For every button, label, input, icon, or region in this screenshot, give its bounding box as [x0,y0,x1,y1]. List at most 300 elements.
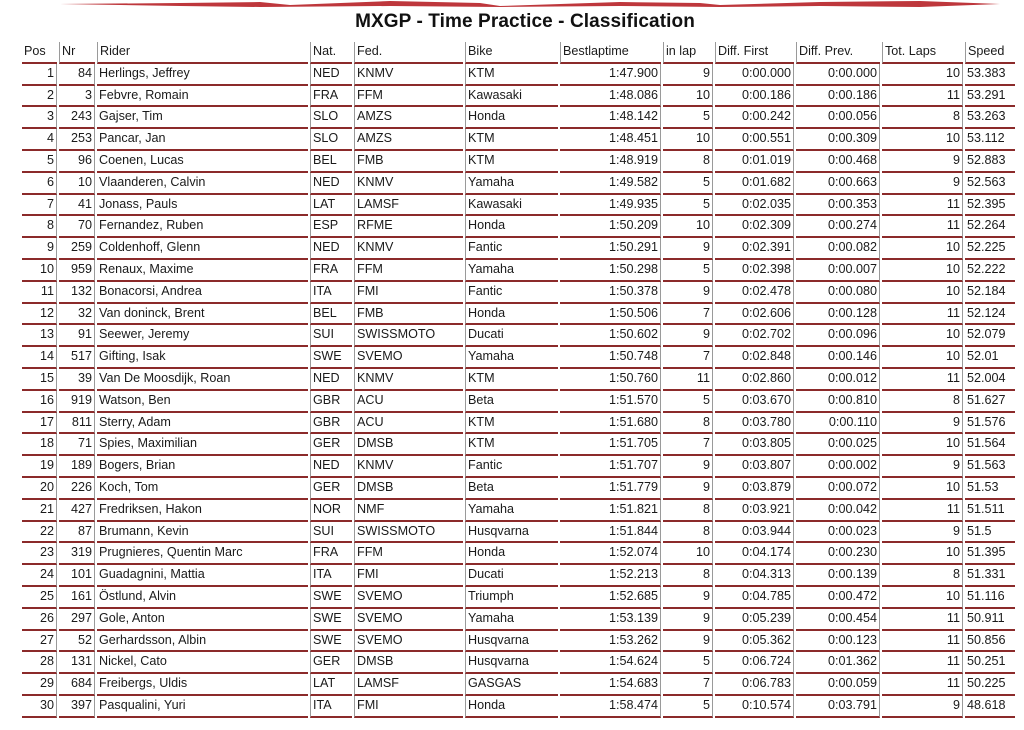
table-row [22,565,1015,587]
cell-bestlaptime: 1:51.844 [560,522,661,544]
cell-nr: 427 [59,500,95,522]
cell-diff-first: 0:01.019 [715,151,794,173]
cell-fed: AMZS [354,129,463,151]
table-row [22,631,1015,653]
cell-diff-first: 0:01.682 [715,173,794,195]
cell-pos: 9 [22,238,57,260]
cell-tot-laps: 11 [882,652,963,674]
column-header-speed: Speed [965,42,1015,64]
cell-tot-laps: 11 [882,304,963,326]
table-row [22,304,1015,326]
cell-speed: 52.563 [965,173,1015,195]
cell-nat: NED [310,173,352,195]
cell-pos: 4 [22,129,57,151]
cell-nat: SWE [310,587,352,609]
cell-diff-first: 0:06.783 [715,674,794,696]
cell-in-lap: 9 [663,609,713,631]
cell-bestlaptime: 1:50.378 [560,282,661,304]
table-row [22,195,1015,217]
table-row [22,522,1015,544]
cell-pos: 13 [22,325,57,347]
cell-fed: DMSB [354,478,463,500]
cell-speed: 51.331 [965,565,1015,587]
cell-nat: SLO [310,129,352,151]
cell-diff-first: 0:03.807 [715,456,794,478]
cell-speed: 51.53 [965,478,1015,500]
cell-rider: Van doninck, Brent [97,304,308,326]
cell-pos: 7 [22,195,57,217]
table-row [22,173,1015,195]
cell-speed: 52.01 [965,347,1015,369]
cell-diff-prev: 0:00.186 [796,86,880,108]
cell-in-lap: 8 [663,522,713,544]
cell-nat: LAT [310,674,352,696]
cell-diff-prev: 0:00.139 [796,565,880,587]
cell-in-lap: 9 [663,325,713,347]
cell-rider: Guadagnini, Mattia [97,565,308,587]
cell-nr: 253 [59,129,95,151]
cell-pos: 23 [22,543,57,565]
cell-tot-laps: 11 [882,216,963,238]
cell-bike: KTM [465,64,558,86]
cell-rider: Freibergs, Uldis [97,674,308,696]
cell-bestlaptime: 1:51.680 [560,413,661,435]
cell-rider: Prugnieres, Quentin Marc [97,543,308,565]
cell-nat: ITA [310,565,352,587]
cell-bike: Fantic [465,456,558,478]
column-header-pos: Pos [22,42,57,64]
cell-fed: SVEMO [354,609,463,631]
cell-in-lap: 7 [663,304,713,326]
cell-bike: Beta [465,391,558,413]
cell-diff-prev: 0:00.230 [796,543,880,565]
cell-nat: SWE [310,631,352,653]
cell-in-lap: 7 [663,347,713,369]
cell-nat: NED [310,238,352,260]
cell-bike: Honda [465,107,558,129]
cell-rider: Spies, Maximilian [97,434,308,456]
table-row [22,609,1015,631]
cell-bike: Honda [465,216,558,238]
column-header-fed: Fed. [354,42,463,64]
cell-diff-prev: 0:00.056 [796,107,880,129]
cell-pos: 2 [22,86,57,108]
cell-rider: Fernandez, Ruben [97,216,308,238]
table-row [22,696,1015,718]
cell-bike: Yamaha [465,347,558,369]
cell-diff-first: 0:00.551 [715,129,794,151]
cell-bike: KTM [465,151,558,173]
cell-nr: 84 [59,64,95,86]
cell-pos: 6 [22,173,57,195]
cell-tot-laps: 8 [882,565,963,587]
cell-fed: FFM [354,260,463,282]
cell-diff-first: 0:02.606 [715,304,794,326]
cell-rider: Fredriksen, Hakon [97,500,308,522]
cell-diff-prev: 0:00.146 [796,347,880,369]
cell-bike: Yamaha [465,260,558,282]
cell-diff-first: 0:04.785 [715,587,794,609]
cell-bestlaptime: 1:47.900 [560,64,661,86]
table-row [22,107,1015,129]
cell-speed: 51.563 [965,456,1015,478]
cell-nat: SUI [310,325,352,347]
cell-nat: ITA [310,696,352,718]
cell-tot-laps: 10 [882,587,963,609]
cell-pos: 10 [22,260,57,282]
cell-diff-prev: 0:00.810 [796,391,880,413]
cell-nr: 32 [59,304,95,326]
cell-fed: FMB [354,151,463,173]
cell-diff-first: 0:03.780 [715,413,794,435]
table-row [22,434,1015,456]
cell-speed: 53.112 [965,129,1015,151]
table-row [22,216,1015,238]
cell-fed: FMI [354,282,463,304]
table-row [22,478,1015,500]
cell-rider: Pasqualini, Yuri [97,696,308,718]
cell-rider: Van De Moosdijk, Roan [97,369,308,391]
cell-tot-laps: 11 [882,195,963,217]
cell-rider: Bogers, Brian [97,456,308,478]
cell-nr: 189 [59,456,95,478]
cell-rider: Pancar, Jan [97,129,308,151]
cell-bestlaptime: 1:50.748 [560,347,661,369]
cell-nr: 101 [59,565,95,587]
table-row [22,413,1015,435]
table-row [22,86,1015,108]
cell-bestlaptime: 1:52.213 [560,565,661,587]
table-row [22,369,1015,391]
cell-tot-laps: 9 [882,413,963,435]
cell-speed: 50.856 [965,631,1015,653]
cell-tot-laps: 10 [882,347,963,369]
cell-diff-prev: 0:00.080 [796,282,880,304]
cell-diff-first: 0:02.860 [715,369,794,391]
cell-in-lap: 8 [663,413,713,435]
cell-tot-laps: 11 [882,631,963,653]
cell-diff-first: 0:02.309 [715,216,794,238]
cell-speed: 52.395 [965,195,1015,217]
cell-bestlaptime: 1:48.451 [560,129,661,151]
cell-bestlaptime: 1:48.919 [560,151,661,173]
cell-in-lap: 9 [663,587,713,609]
table-header-row [22,42,1015,64]
cell-nr: 3 [59,86,95,108]
cell-diff-prev: 0:00.353 [796,195,880,217]
cell-rider: Sterry, Adam [97,413,308,435]
cell-diff-first: 0:06.724 [715,652,794,674]
cell-pos: 5 [22,151,57,173]
cell-nr: 684 [59,674,95,696]
cell-fed: FFM [354,543,463,565]
cell-nr: 41 [59,195,95,217]
cell-diff-first: 0:00.000 [715,64,794,86]
cell-bestlaptime: 1:50.506 [560,304,661,326]
cell-bestlaptime: 1:54.624 [560,652,661,674]
cell-bestlaptime: 1:51.821 [560,500,661,522]
cell-tot-laps: 11 [882,369,963,391]
cell-fed: KNMV [354,238,463,260]
cell-in-lap: 8 [663,565,713,587]
cell-rider: Gajser, Tim [97,107,308,129]
cell-nr: 10 [59,173,95,195]
cell-pos: 29 [22,674,57,696]
cell-diff-first: 0:03.879 [715,478,794,500]
cell-speed: 51.116 [965,587,1015,609]
cell-diff-prev: 0:00.012 [796,369,880,391]
cell-pos: 1 [22,64,57,86]
cell-bike: Kawasaki [465,195,558,217]
table-row [22,282,1015,304]
cell-pos: 18 [22,434,57,456]
cell-bestlaptime: 1:54.683 [560,674,661,696]
cell-nat: SWE [310,347,352,369]
cell-nat: FRA [310,543,352,565]
cell-pos: 14 [22,347,57,369]
cell-nr: 52 [59,631,95,653]
cell-in-lap: 9 [663,282,713,304]
cell-rider: Koch, Tom [97,478,308,500]
cell-speed: 52.124 [965,304,1015,326]
cell-bestlaptime: 1:49.582 [560,173,661,195]
cell-speed: 52.264 [965,216,1015,238]
cell-nat: ESP [310,216,352,238]
cell-nat: GER [310,652,352,674]
cell-fed: KNMV [354,64,463,86]
cell-diff-first: 0:02.848 [715,347,794,369]
cell-nat: GER [310,434,352,456]
cell-in-lap: 5 [663,107,713,129]
cell-fed: LAMSF [354,674,463,696]
cell-nat: SWE [310,609,352,631]
cell-in-lap: 9 [663,64,713,86]
cell-rider: Bonacorsi, Andrea [97,282,308,304]
cell-bestlaptime: 1:49.935 [560,195,661,217]
cell-bestlaptime: 1:50.209 [560,216,661,238]
cell-tot-laps: 9 [882,456,963,478]
cell-pos: 17 [22,413,57,435]
cell-nat: SUI [310,522,352,544]
column-header-in-lap: in lap [663,42,713,64]
cell-speed: 53.383 [965,64,1015,86]
cell-bike: Honda [465,696,558,718]
cell-bestlaptime: 1:48.142 [560,107,661,129]
cell-speed: 52.004 [965,369,1015,391]
cell-fed: KNMV [354,173,463,195]
cell-nr: 811 [59,413,95,435]
table-row [22,456,1015,478]
table-row [22,238,1015,260]
cell-nat: FRA [310,86,352,108]
cell-rider: Östlund, Alvin [97,587,308,609]
column-header-diff-prev: Diff. Prev. [796,42,880,64]
cell-bestlaptime: 1:50.298 [560,260,661,282]
cell-tot-laps: 9 [882,173,963,195]
cell-bike: Ducati [465,565,558,587]
cell-diff-prev: 0:00.007 [796,260,880,282]
cell-diff-prev: 0:00.002 [796,456,880,478]
cell-fed: FMI [354,696,463,718]
table-row [22,543,1015,565]
cell-nat: NOR [310,500,352,522]
column-header-tot-laps: Tot. Laps [882,42,963,64]
cell-bestlaptime: 1:52.074 [560,543,661,565]
column-header-nr: Nr [59,42,95,64]
cell-diff-first: 0:03.944 [715,522,794,544]
cell-in-lap: 9 [663,631,713,653]
cell-diff-prev: 0:00.110 [796,413,880,435]
cell-fed: SWISSMOTO [354,325,463,347]
cell-diff-prev: 0:00.096 [796,325,880,347]
cell-rider: Gerhardsson, Albin [97,631,308,653]
cell-diff-first: 0:02.702 [715,325,794,347]
cell-pos: 24 [22,565,57,587]
cell-bestlaptime: 1:51.779 [560,478,661,500]
cell-pos: 19 [22,456,57,478]
cell-nr: 132 [59,282,95,304]
cell-diff-first: 0:02.035 [715,195,794,217]
cell-diff-first: 0:04.313 [715,565,794,587]
cell-tot-laps: 8 [882,107,963,129]
cell-nr: 517 [59,347,95,369]
cell-in-lap: 5 [663,696,713,718]
table-row [22,151,1015,173]
table-row [22,500,1015,522]
cell-speed: 51.395 [965,543,1015,565]
cell-speed: 53.291 [965,86,1015,108]
cell-diff-prev: 0:00.128 [796,304,880,326]
cell-bike: Kawasaki [465,86,558,108]
cell-in-lap: 7 [663,434,713,456]
cell-fed: FMB [354,304,463,326]
cell-nr: 226 [59,478,95,500]
cell-in-lap: 7 [663,674,713,696]
cell-bestlaptime: 1:53.139 [560,609,661,631]
cell-fed: ACU [354,413,463,435]
column-header-diff-first: Diff. First [715,42,794,64]
column-header-rider: Rider [97,42,308,64]
cell-diff-first: 0:10.574 [715,696,794,718]
cell-tot-laps: 11 [882,500,963,522]
cell-rider: Nickel, Cato [97,652,308,674]
cell-bike: KTM [465,129,558,151]
cell-bike: GASGAS [465,674,558,696]
cell-nr: 96 [59,151,95,173]
cell-in-lap: 8 [663,151,713,173]
cell-speed: 52.222 [965,260,1015,282]
cell-nat: NED [310,369,352,391]
cell-diff-prev: 0:00.042 [796,500,880,522]
cell-fed: DMSB [354,434,463,456]
cell-speed: 50.225 [965,674,1015,696]
cell-in-lap: 9 [663,238,713,260]
cell-nat: NED [310,64,352,86]
cell-rider: Coenen, Lucas [97,151,308,173]
cell-nat: ITA [310,282,352,304]
cell-diff-first: 0:03.921 [715,500,794,522]
cell-speed: 51.627 [965,391,1015,413]
table-row [22,129,1015,151]
cell-nr: 319 [59,543,95,565]
cell-in-lap: 10 [663,86,713,108]
cell-tot-laps: 10 [882,260,963,282]
cell-pos: 15 [22,369,57,391]
cell-diff-prev: 0:00.025 [796,434,880,456]
cell-pos: 12 [22,304,57,326]
table-row [22,391,1015,413]
cell-tot-laps: 10 [882,129,963,151]
cell-in-lap: 8 [663,500,713,522]
cell-speed: 52.184 [965,282,1015,304]
cell-in-lap: 10 [663,129,713,151]
cell-nat: GER [310,478,352,500]
cell-diff-prev: 0:00.059 [796,674,880,696]
cell-speed: 51.511 [965,500,1015,522]
cell-bestlaptime: 1:50.291 [560,238,661,260]
page-title: MXGP - Time Practice - Classification [355,11,695,32]
cell-speed: 53.263 [965,107,1015,129]
cell-diff-prev: 0:00.454 [796,609,880,631]
cell-fed: SVEMO [354,587,463,609]
cell-bike: KTM [465,434,558,456]
table-row [22,347,1015,369]
cell-fed: AMZS [354,107,463,129]
cell-diff-first: 0:05.362 [715,631,794,653]
cell-pos: 3 [22,107,57,129]
table-row [22,64,1015,86]
cell-pos: 11 [22,282,57,304]
cell-fed: SVEMO [354,631,463,653]
cell-fed: FMI [354,565,463,587]
cell-tot-laps: 10 [882,434,963,456]
cell-bestlaptime: 1:51.570 [560,391,661,413]
cell-bike: Honda [465,304,558,326]
cell-nr: 91 [59,325,95,347]
cell-speed: 52.883 [965,151,1015,173]
cell-diff-first: 0:00.186 [715,86,794,108]
cell-pos: 27 [22,631,57,653]
cell-bestlaptime: 1:51.705 [560,434,661,456]
cell-diff-prev: 0:00.123 [796,631,880,653]
cell-bike: Beta [465,478,558,500]
cell-bike: Husqvarna [465,522,558,544]
cell-nat: GBR [310,413,352,435]
cell-tot-laps: 11 [882,86,963,108]
classification-table [20,42,1017,718]
column-header-bestlaptime: Bestlaptime [560,42,661,64]
cell-rider: Coldenhoff, Glenn [97,238,308,260]
cell-pos: 30 [22,696,57,718]
cell-tot-laps: 10 [882,64,963,86]
cell-rider: Renaux, Maxime [97,260,308,282]
cell-tot-laps: 10 [882,282,963,304]
cell-diff-prev: 0:00.082 [796,238,880,260]
cell-fed: SVEMO [354,347,463,369]
cell-bike: Triumph [465,587,558,609]
cell-fed: NMF [354,500,463,522]
cell-tot-laps: 8 [882,391,963,413]
cell-in-lap: 5 [663,195,713,217]
table-row [22,587,1015,609]
cell-bike: Husqvarna [465,631,558,653]
cell-bike: Yamaha [465,609,558,631]
table-row [22,652,1015,674]
cell-tot-laps: 9 [882,522,963,544]
cell-diff-prev: 0:00.023 [796,522,880,544]
cell-in-lap: 5 [663,652,713,674]
cell-pos: 8 [22,216,57,238]
